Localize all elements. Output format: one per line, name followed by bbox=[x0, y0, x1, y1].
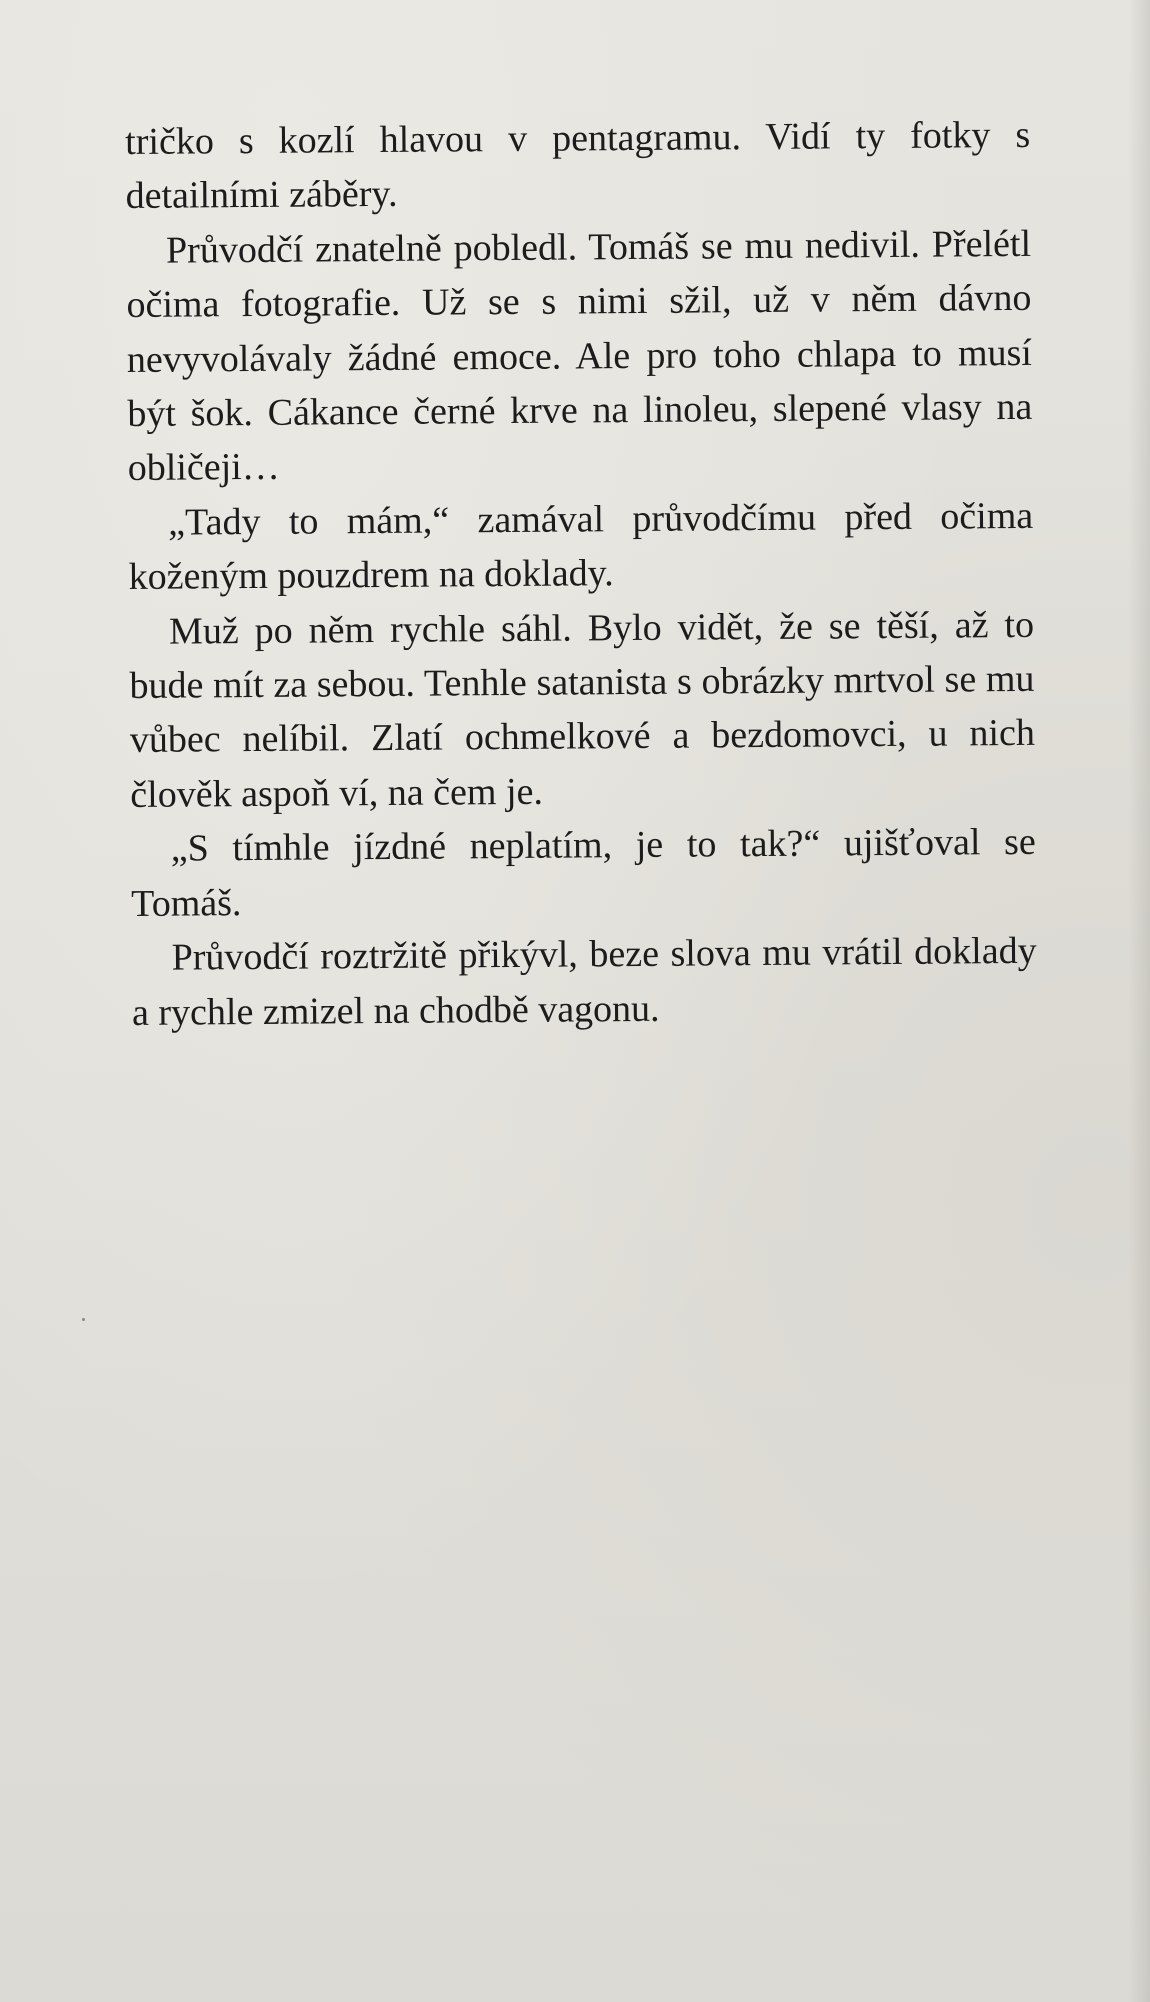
paragraph-text: Muž po něm rychle sáhl. Bylo vidět, že se těší, až to bude mít za sebou. Tenhle satanista s obrázky mrtvol se mu vůbec nelíbil. Zlatí ochmelkové a bezdomovci, u nich člověk aspoň ví, na čem je. bbox=[129, 603, 1036, 816]
paragraph-text: Průvodčí znatelně pobledl. Tomáš se mu nedivil. Přelétl očima fotografie. Už se s nimi sžil, už v něm dávno nevyvolávaly žádné emoce. Ale pro toho chlapa to musí být šok. Cákance černé krve na linoleu, slepené vlasy na obličeji… bbox=[126, 222, 1033, 490]
paragraph bbox=[125, 108, 1031, 224]
paragraph-text: Průvodčí roztržitě přikývl, beze slova mu vrátil doklady a rychle zmizel na chodbě vagonu. bbox=[131, 929, 1037, 1034]
body-text bbox=[125, 108, 1037, 1040]
paragraph bbox=[129, 598, 1036, 823]
paragraph-text: „Tady to mám,“ zamával průvodčímu před očima koženým pouzdrem na doklady. bbox=[128, 494, 1034, 599]
paragraph bbox=[126, 217, 1033, 496]
paragraph-text: tričko s kozlí hlavou v pentagramu. Vidí ty fotky s detailními záběry. bbox=[125, 113, 1031, 218]
paragraph bbox=[131, 924, 1037, 1040]
paragraph-text: „S tímhle jízdné neplatím, je to tak?“ ujišťoval se Tomáš. bbox=[131, 821, 1036, 925]
paragraph bbox=[131, 815, 1037, 931]
page-edge-shadow bbox=[1128, 0, 1150, 2002]
paper-speck bbox=[82, 1318, 85, 1321]
paragraph bbox=[128, 489, 1034, 605]
